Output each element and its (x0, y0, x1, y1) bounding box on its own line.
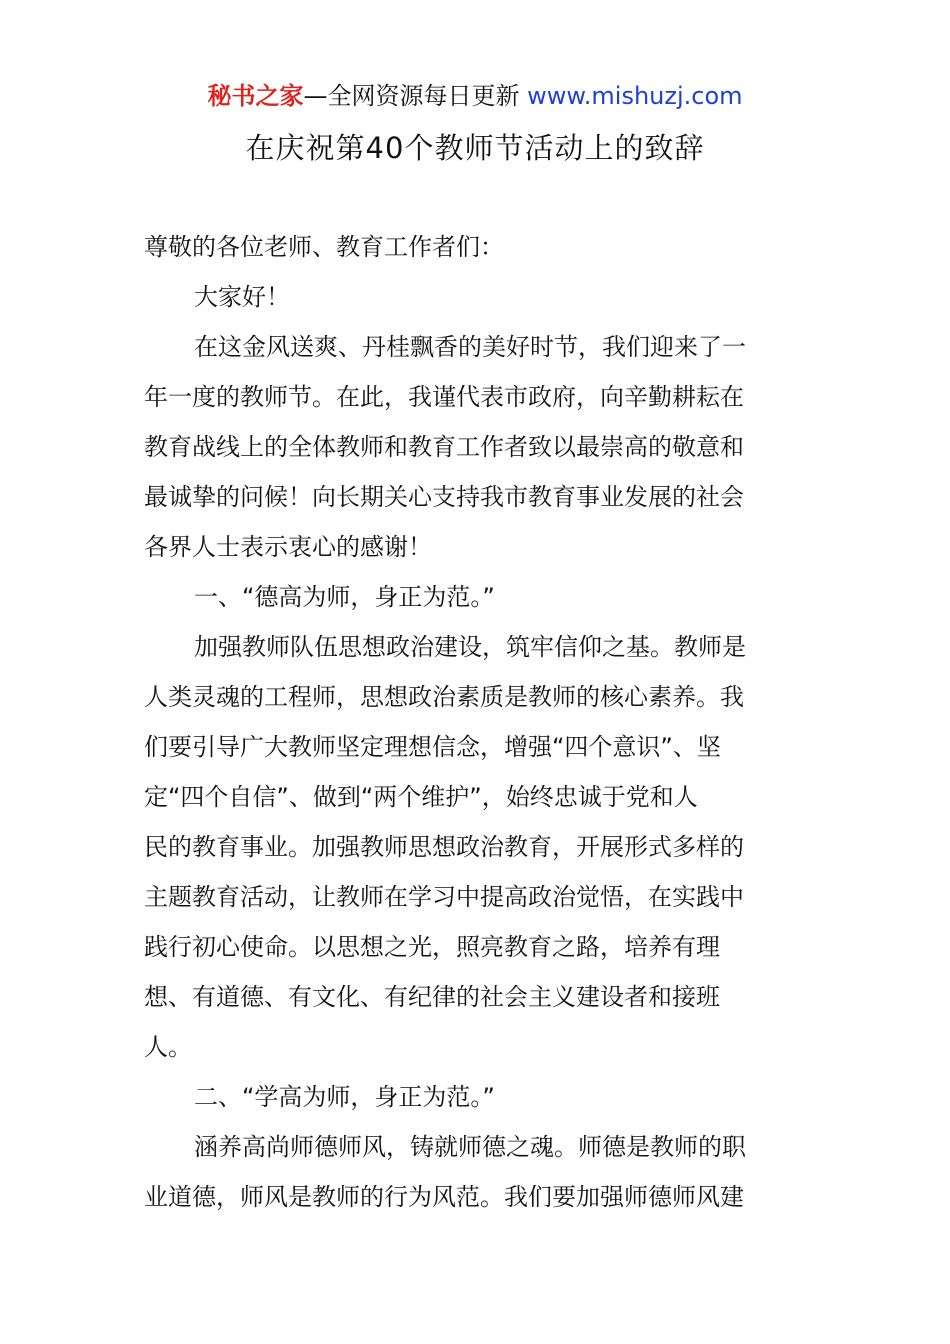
paragraph-line: 在这金风送爽、丹桂飘香的美好时节，我们迎来了一 (194, 333, 746, 361)
paragraph-line: 加强教师队伍思想政治建设，筑牢信仰之基。教师是 (194, 633, 746, 661)
document-title: 在庆祝第40个教师节活动上的致辞 (245, 131, 705, 165)
paragraph-line: 想、有道德、有文化、有纪律的社会主义建设者和接班 (144, 983, 720, 1011)
paragraph-line: 最诚挚的问候！向长期关心支持我市教育事业发展的社会 (144, 483, 744, 511)
paragraph-line: 教育战线上的全体教师和教育工作者致以最崇高的敬意和 (144, 433, 744, 461)
paragraph-line: 定“四个自信”、做到“两个维护”，始终忠诚于党和人 (144, 783, 698, 811)
paragraph-line: 践行初心使命。以思想之光，照亮教育之路，培养有理 (144, 933, 720, 961)
section-heading-2: 二、“学高为师，身正为范。” (194, 1083, 495, 1111)
site-url-link[interactable]: www.mishuzj.com (527, 82, 743, 110)
greeting: 大家好！ (194, 283, 290, 311)
paragraph-line: 们要引导广大教师坚定理想信念，增强“四个意识”、坚 (144, 733, 721, 761)
brand-name: 秘书之家 (207, 82, 304, 110)
paragraph-line: 业道德，师风是教师的行为风范。我们要加强师德师风建 (144, 1183, 744, 1211)
paragraph-line: 民的教育事业。加强教师思想政治教育，开展形式多样的 (144, 833, 744, 861)
section-heading-1: 一、“德高为师，身正为范。” (194, 583, 495, 611)
paragraph-line: 各界人士表示衷心的感谢！ (144, 533, 432, 561)
salutation: 尊敬的各位老师、教育工作者们： (144, 233, 504, 261)
header-tagline: —全网资源每日更新 (303, 82, 528, 110)
site-header (0, 78, 950, 114)
paragraph-line: 涵养高尚师德师风，铸就师德之魂。师德是教师的职 (194, 1133, 746, 1161)
paragraph-line: 人。 (144, 1033, 192, 1061)
paragraph-line: 人类灵魂的工程师，思想政治素质是教师的核心素养。我 (144, 683, 744, 711)
paragraph-line: 主题教育活动，让教师在学习中提高政治觉悟，在实践中 (144, 883, 744, 911)
paragraph-line: 年一度的教师节。在此，我谨代表市政府，向辛勤耕耘在 (144, 383, 744, 411)
document-body (144, 222, 809, 1222)
